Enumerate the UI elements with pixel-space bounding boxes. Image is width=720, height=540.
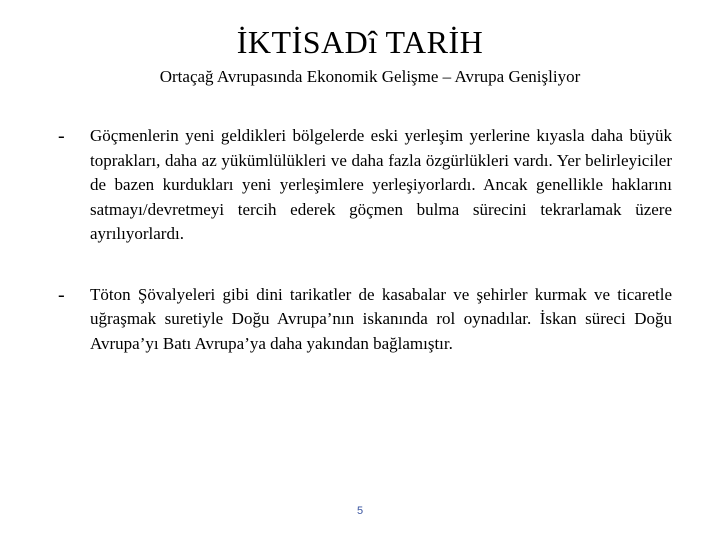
bullet-item [58,283,672,357]
bullet-marker: - [58,125,65,147]
bullet-list [58,124,672,356]
bullet-item [58,124,672,247]
page-number: 5 [356,505,364,517]
slide-subtitle: Ortaçağ Avrupasında Ekonomik Gelişme – Avrupa Genişliyor [159,67,581,86]
bullet-text: Göçmenlerin yeni geldikleri bölgelerde eski yerleşim yerlerine kıyasla daha büyük toprakları, daha az yükümlülükleri ve daha fazla özgürlükleri vardı. Yer belirleyiciler de bazen kurdukları yeni yerleşimlere yerleşiyorlardı. Ancak genellikle haklarını satmayı/devretmeyi tercih ederek göçmen bulma sürecini tekrarlamak üzere ayrılıyorlardı. [90,126,672,243]
bullet-text: Töton Şövalyeleri gibi dini tarikatler de kasabalar ve şehirler kurmak ve ticaretle uğraşmak suretiyle Doğu Avrupa’nın iskanında rol oynadılar. İskan süreci Doğu Avrupa’yı Batı Avrupa’ya daha yakından bağlamıştır. [90,284,672,353]
bullet-marker: - [58,283,65,306]
slide-title: İKTİSADî TARİH [236,24,484,60]
